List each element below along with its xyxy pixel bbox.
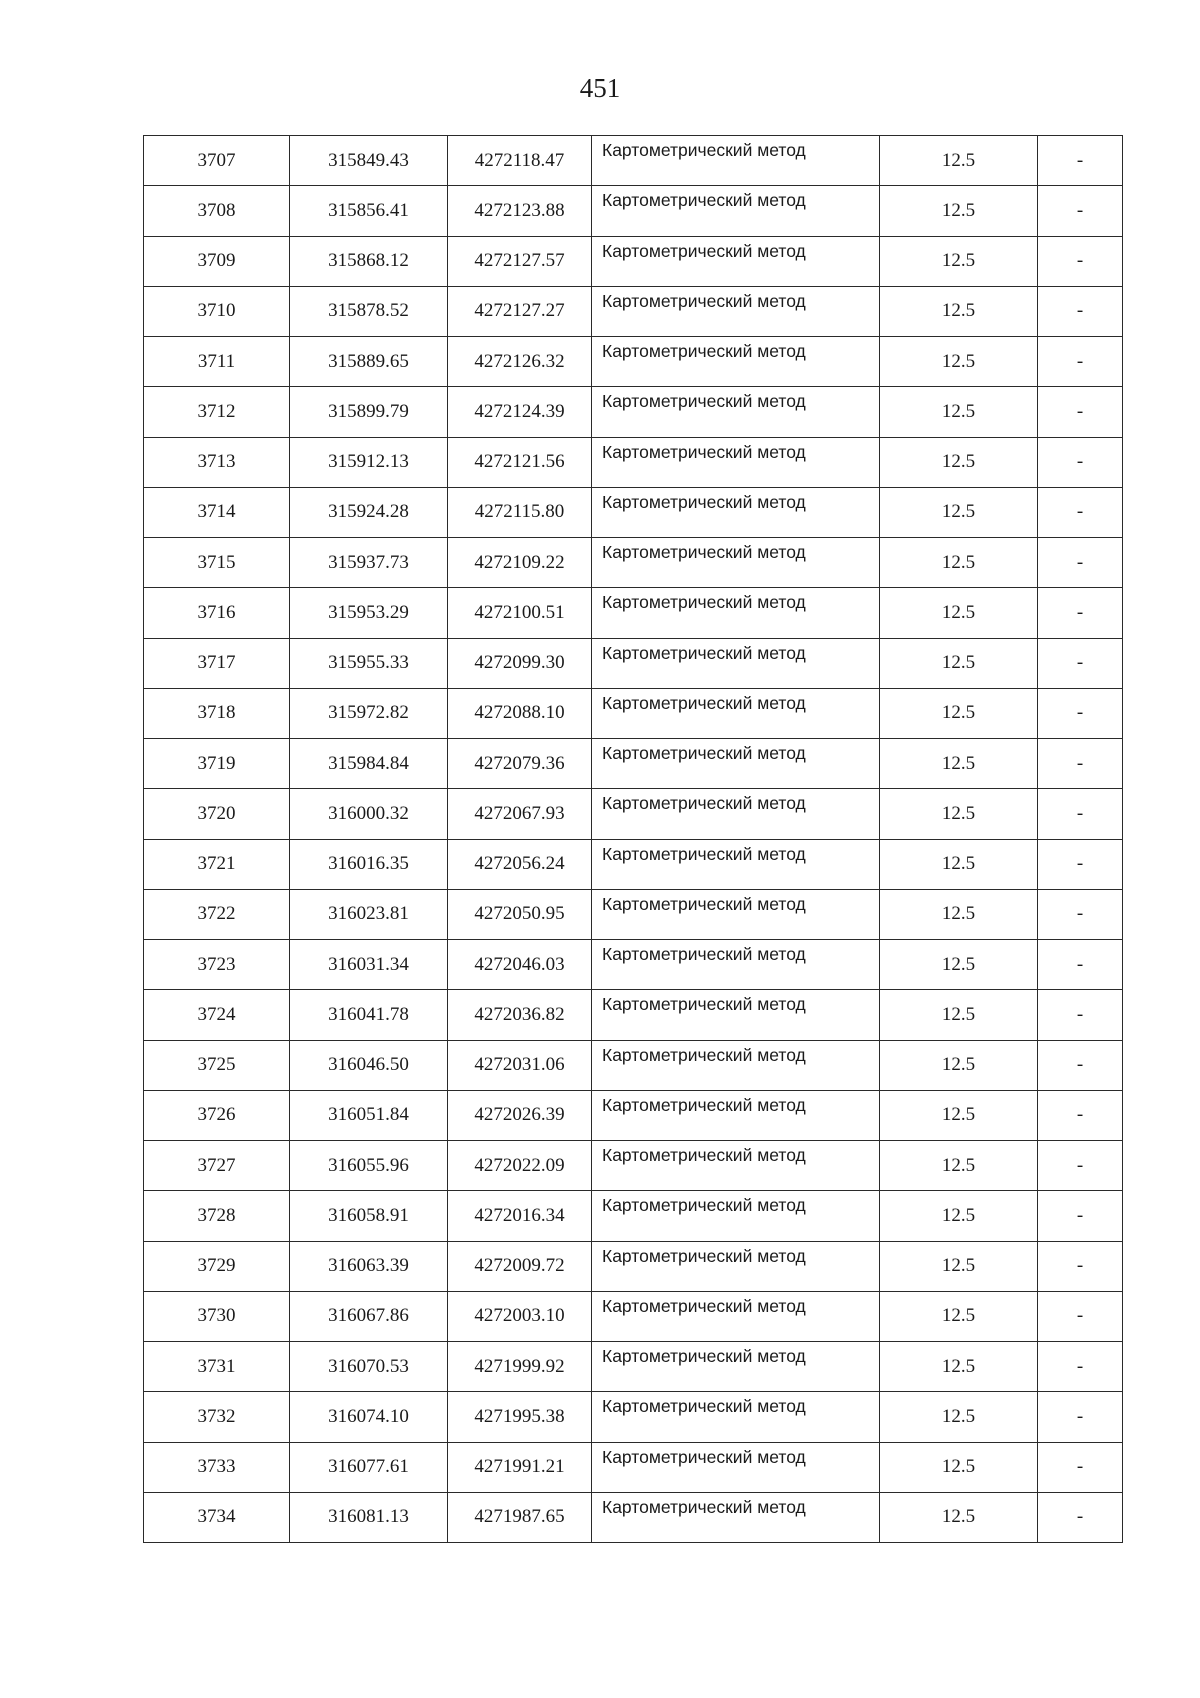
y-coordinate-cell: 4272056.24 <box>448 839 592 889</box>
accuracy-cell: 12.5 <box>880 739 1038 789</box>
y-coordinate-cell: 4272109.22 <box>448 538 592 588</box>
table-row <box>144 387 1123 437</box>
x-coordinate-cell: 315849.43 <box>290 136 448 186</box>
accuracy-cell: 12.5 <box>880 839 1038 889</box>
note-cell: - <box>1038 1442 1123 1492</box>
x-coordinate-cell: 316031.34 <box>290 940 448 990</box>
accuracy-cell: 12.5 <box>880 889 1038 939</box>
table-row <box>144 1191 1123 1241</box>
point-number-cell: 3717 <box>144 638 290 688</box>
y-coordinate-cell: 4272126.32 <box>448 337 592 387</box>
x-coordinate-cell: 315937.73 <box>290 538 448 588</box>
x-coordinate-cell: 315878.52 <box>290 286 448 336</box>
method-cell: Картометрический метод <box>592 638 880 688</box>
y-coordinate-cell: 4272079.36 <box>448 739 592 789</box>
x-coordinate-cell: 315889.65 <box>290 337 448 387</box>
note-cell: - <box>1038 236 1123 286</box>
point-number-cell: 3725 <box>144 1040 290 1090</box>
method-cell: Картометрический метод <box>592 1492 880 1542</box>
method-cell: Картометрический метод <box>592 1392 880 1442</box>
point-number-cell: 3713 <box>144 437 290 487</box>
note-cell: - <box>1038 538 1123 588</box>
table-row <box>144 1492 1123 1542</box>
point-number-cell: 3707 <box>144 136 290 186</box>
y-coordinate-cell: 4272067.93 <box>448 789 592 839</box>
note-cell: - <box>1038 638 1123 688</box>
x-coordinate-cell: 315972.82 <box>290 688 448 738</box>
table-row <box>144 889 1123 939</box>
note-cell: - <box>1038 1392 1123 1442</box>
coordinates-table-body <box>144 136 1123 1543</box>
method-cell: Картометрический метод <box>592 286 880 336</box>
method-cell: Картометрический метод <box>592 1090 880 1140</box>
accuracy-cell: 12.5 <box>880 1040 1038 1090</box>
method-cell: Картометрический метод <box>592 1141 880 1191</box>
accuracy-cell: 12.5 <box>880 437 1038 487</box>
note-cell: - <box>1038 789 1123 839</box>
accuracy-cell: 12.5 <box>880 990 1038 1040</box>
table-row <box>144 688 1123 738</box>
point-number-cell: 3715 <box>144 538 290 588</box>
y-coordinate-cell: 4271987.65 <box>448 1492 592 1542</box>
y-coordinate-cell: 4272022.09 <box>448 1141 592 1191</box>
y-coordinate-cell: 4272115.80 <box>448 487 592 537</box>
point-number-cell: 3722 <box>144 889 290 939</box>
point-number-cell: 3732 <box>144 1392 290 1442</box>
y-coordinate-cell: 4271999.92 <box>448 1342 592 1392</box>
y-coordinate-cell: 4272003.10 <box>448 1291 592 1341</box>
table-row <box>144 638 1123 688</box>
x-coordinate-cell: 316051.84 <box>290 1090 448 1140</box>
table-row <box>144 437 1123 487</box>
method-cell: Картометрический метод <box>592 1291 880 1341</box>
method-cell: Картометрический метод <box>592 487 880 537</box>
y-coordinate-cell: 4272050.95 <box>448 889 592 939</box>
y-coordinate-cell: 4272046.03 <box>448 940 592 990</box>
x-coordinate-cell: 316067.86 <box>290 1291 448 1341</box>
table-row <box>144 1040 1123 1090</box>
accuracy-cell: 12.5 <box>880 1442 1038 1492</box>
y-coordinate-cell: 4272100.51 <box>448 588 592 638</box>
accuracy-cell: 12.5 <box>880 789 1038 839</box>
method-cell: Картометрический метод <box>592 538 880 588</box>
note-cell: - <box>1038 1191 1123 1241</box>
x-coordinate-cell: 316063.39 <box>290 1241 448 1291</box>
method-cell: Картометрический метод <box>592 739 880 789</box>
note-cell: - <box>1038 688 1123 738</box>
y-coordinate-cell: 4272127.27 <box>448 286 592 336</box>
x-coordinate-cell: 316081.13 <box>290 1492 448 1542</box>
accuracy-cell: 12.5 <box>880 1492 1038 1542</box>
method-cell: Картометрический метод <box>592 588 880 638</box>
table-row <box>144 236 1123 286</box>
method-cell: Картометрический метод <box>592 1442 880 1492</box>
note-cell: - <box>1038 437 1123 487</box>
point-number-cell: 3711 <box>144 337 290 387</box>
table-row <box>144 1241 1123 1291</box>
accuracy-cell: 12.5 <box>880 286 1038 336</box>
accuracy-cell: 12.5 <box>880 940 1038 990</box>
x-coordinate-cell: 315912.13 <box>290 437 448 487</box>
point-number-cell: 3719 <box>144 739 290 789</box>
table-row <box>144 538 1123 588</box>
method-cell: Картометрический метод <box>592 236 880 286</box>
note-cell: - <box>1038 1141 1123 1191</box>
note-cell: - <box>1038 940 1123 990</box>
x-coordinate-cell: 315856.41 <box>290 186 448 236</box>
note-cell: - <box>1038 739 1123 789</box>
y-coordinate-cell: 4272124.39 <box>448 387 592 437</box>
table-row <box>144 1141 1123 1191</box>
accuracy-cell: 12.5 <box>880 136 1038 186</box>
point-number-cell: 3714 <box>144 487 290 537</box>
table-row <box>144 136 1123 186</box>
note-cell: - <box>1038 136 1123 186</box>
y-coordinate-cell: 4271991.21 <box>448 1442 592 1492</box>
table-row <box>144 940 1123 990</box>
y-coordinate-cell: 4272121.56 <box>448 437 592 487</box>
method-cell: Картометрический метод <box>592 789 880 839</box>
note-cell: - <box>1038 286 1123 336</box>
note-cell: - <box>1038 889 1123 939</box>
y-coordinate-cell: 4272123.88 <box>448 186 592 236</box>
x-coordinate-cell: 316074.10 <box>290 1392 448 1442</box>
y-coordinate-cell: 4272099.30 <box>448 638 592 688</box>
y-coordinate-cell: 4272088.10 <box>448 688 592 738</box>
accuracy-cell: 12.5 <box>880 236 1038 286</box>
table-row <box>144 286 1123 336</box>
accuracy-cell: 12.5 <box>880 1141 1038 1191</box>
note-cell: - <box>1038 1241 1123 1291</box>
method-cell: Картометрический метод <box>592 337 880 387</box>
x-coordinate-cell: 315953.29 <box>290 588 448 638</box>
x-coordinate-cell: 316070.53 <box>290 1342 448 1392</box>
method-cell: Картометрический метод <box>592 1191 880 1241</box>
point-number-cell: 3728 <box>144 1191 290 1241</box>
coordinates-table <box>143 135 1123 1543</box>
table-row <box>144 1442 1123 1492</box>
y-coordinate-cell: 4271995.38 <box>448 1392 592 1442</box>
accuracy-cell: 12.5 <box>880 1090 1038 1140</box>
table-row <box>144 487 1123 537</box>
point-number-cell: 3720 <box>144 789 290 839</box>
accuracy-cell: 12.5 <box>880 1191 1038 1241</box>
method-cell: Картометрический метод <box>592 688 880 738</box>
method-cell: Картометрический метод <box>592 1342 880 1392</box>
page-number: 451 <box>579 73 621 103</box>
note-cell: - <box>1038 1291 1123 1341</box>
accuracy-cell: 12.5 <box>880 1291 1038 1341</box>
y-coordinate-cell: 4272127.57 <box>448 236 592 286</box>
method-cell: Картометрический метод <box>592 990 880 1040</box>
accuracy-cell: 12.5 <box>880 1342 1038 1392</box>
point-number-cell: 3727 <box>144 1141 290 1191</box>
accuracy-cell: 12.5 <box>880 487 1038 537</box>
note-cell: - <box>1038 337 1123 387</box>
accuracy-cell: 12.5 <box>880 638 1038 688</box>
note-cell: - <box>1038 1090 1123 1140</box>
point-number-cell: 3712 <box>144 387 290 437</box>
table-row <box>144 739 1123 789</box>
point-number-cell: 3718 <box>144 688 290 738</box>
note-cell: - <box>1038 487 1123 537</box>
point-number-cell: 3710 <box>144 286 290 336</box>
x-coordinate-cell: 316000.32 <box>290 789 448 839</box>
method-cell: Картометрический метод <box>592 839 880 889</box>
note-cell: - <box>1038 1492 1123 1542</box>
accuracy-cell: 12.5 <box>880 538 1038 588</box>
table-row <box>144 839 1123 889</box>
table-row <box>144 337 1123 387</box>
point-number-cell: 3709 <box>144 236 290 286</box>
method-cell: Картометрический метод <box>592 940 880 990</box>
method-cell: Картометрический метод <box>592 1241 880 1291</box>
point-number-cell: 3729 <box>144 1241 290 1291</box>
table-row <box>144 588 1123 638</box>
x-coordinate-cell: 315868.12 <box>290 236 448 286</box>
y-coordinate-cell: 4272036.82 <box>448 990 592 1040</box>
point-number-cell: 3716 <box>144 588 290 638</box>
x-coordinate-cell: 315899.79 <box>290 387 448 437</box>
x-coordinate-cell: 316077.61 <box>290 1442 448 1492</box>
table-row <box>144 1090 1123 1140</box>
x-coordinate-cell: 316055.96 <box>290 1141 448 1191</box>
table-row <box>144 1392 1123 1442</box>
note-cell: - <box>1038 1040 1123 1090</box>
y-coordinate-cell: 4272016.34 <box>448 1191 592 1241</box>
x-coordinate-cell: 316058.91 <box>290 1191 448 1241</box>
table-row <box>144 1291 1123 1341</box>
method-cell: Картометрический метод <box>592 387 880 437</box>
note-cell: - <box>1038 588 1123 638</box>
accuracy-cell: 12.5 <box>880 688 1038 738</box>
y-coordinate-cell: 4272026.39 <box>448 1090 592 1140</box>
point-number-cell: 3726 <box>144 1090 290 1140</box>
y-coordinate-cell: 4272009.72 <box>448 1241 592 1291</box>
accuracy-cell: 12.5 <box>880 387 1038 437</box>
note-cell: - <box>1038 990 1123 1040</box>
x-coordinate-cell: 315955.33 <box>290 638 448 688</box>
method-cell: Картометрический метод <box>592 186 880 236</box>
point-number-cell: 3730 <box>144 1291 290 1341</box>
table-row <box>144 789 1123 839</box>
note-cell: - <box>1038 387 1123 437</box>
point-number-cell: 3721 <box>144 839 290 889</box>
accuracy-cell: 12.5 <box>880 588 1038 638</box>
y-coordinate-cell: 4272031.06 <box>448 1040 592 1090</box>
x-coordinate-cell: 315984.84 <box>290 739 448 789</box>
point-number-cell: 3708 <box>144 186 290 236</box>
accuracy-cell: 12.5 <box>880 1241 1038 1291</box>
x-coordinate-cell: 316046.50 <box>290 1040 448 1090</box>
note-cell: - <box>1038 839 1123 889</box>
table-row <box>144 990 1123 1040</box>
note-cell: - <box>1038 186 1123 236</box>
x-coordinate-cell: 316016.35 <box>290 839 448 889</box>
point-number-cell: 3734 <box>144 1492 290 1542</box>
method-cell: Картометрический метод <box>592 889 880 939</box>
method-cell: Картометрический метод <box>592 136 880 186</box>
point-number-cell: 3723 <box>144 940 290 990</box>
accuracy-cell: 12.5 <box>880 1392 1038 1442</box>
table-row <box>144 1342 1123 1392</box>
x-coordinate-cell: 316023.81 <box>290 889 448 939</box>
x-coordinate-cell: 316041.78 <box>290 990 448 1040</box>
point-number-cell: 3731 <box>144 1342 290 1392</box>
accuracy-cell: 12.5 <box>880 186 1038 236</box>
point-number-cell: 3724 <box>144 990 290 1040</box>
x-coordinate-cell: 315924.28 <box>290 487 448 537</box>
point-number-cell: 3733 <box>144 1442 290 1492</box>
y-coordinate-cell: 4272118.47 <box>448 136 592 186</box>
method-cell: Картометрический метод <box>592 1040 880 1090</box>
method-cell: Картометрический метод <box>592 437 880 487</box>
accuracy-cell: 12.5 <box>880 337 1038 387</box>
note-cell: - <box>1038 1342 1123 1392</box>
table-row <box>144 186 1123 236</box>
